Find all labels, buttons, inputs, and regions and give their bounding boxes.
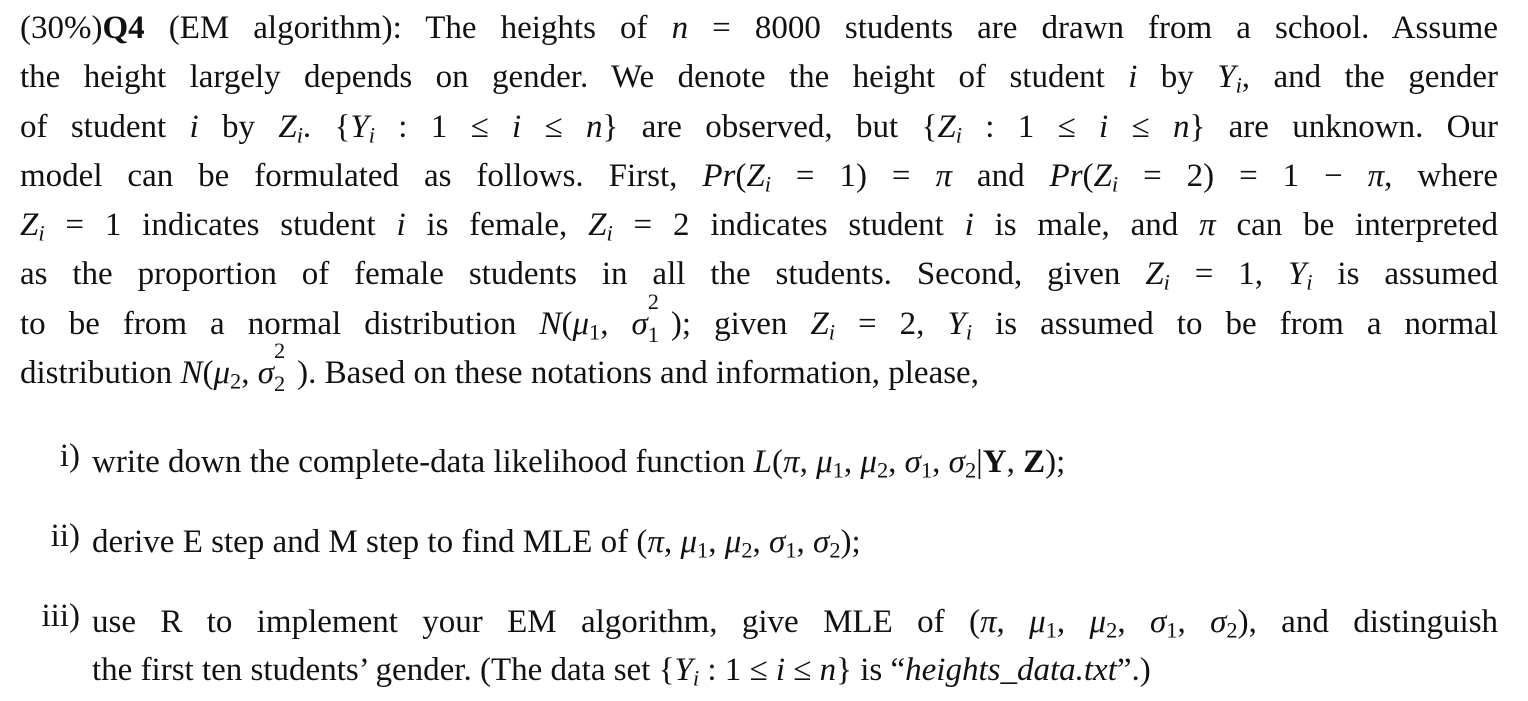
question-line-8: distribution $N(\mu_2$, σ 2 2 ). Based on these notations and information, please,	[20, 338, 979, 397]
subquestion-text: write down the complete-data likelihood function L(π, $\mu_1$, $\mu_2$, $\sigma_1$, $\sigma_2|Y$, Z);	[92, 444, 1066, 483]
question-line-7: to be from a normal distribution $N(\mu_1$, σ 2 1 ); given $Z_i = 2$, $Y_i$ is assumed to be from a normal	[20, 288, 1498, 347]
question-paragraph	[20, 4, 1498, 398]
question-line-4: model can be formulated as follows. First, $Pr(Z_i = 1) = \pi$ and $Pr(Z_i = 2) = 1 - \pi$, where	[20, 157, 1498, 197]
subquestion-text: derive E step and M step to find MLE of (π, $\mu_1$, $\mu_2$, $\sigma_1$, $\sigma_2$);	[92, 524, 861, 563]
question-line-3: of student i by $Z_i$. {$Y_i$ : 1 ≤ i ≤ n} are observed, but {$Z_i$ : 1 ≤ i ≤ n} are unknown. Our	[20, 108, 1498, 148]
question-line-6: as the proportion of female students in all the students. Second, given $Z_i = 1$, $Y_i$ is assumed	[20, 256, 1498, 296]
question-line-1: (30%)Q4 (EM algorithm): The heights of n = 8000 students are drawn from a school. Assume	[20, 10, 1498, 46]
question-line-5: $Z_i = 1$ indicates student i is female, $Z_i = 2$ indicates student i is male, and π can be interpreted	[20, 207, 1498, 246]
subquestion-marker: i)	[59, 438, 80, 474]
subquestion-text: use R to implement your EM algorithm, give MLE of (π, $\mu_1$, $\mu_2$, $\sigma_1$, $\sigma_2$), and distinguish the first ten students’ gender. (The data set {$Y_i$ : 1 ≤ i ≤ n} is “heights_data.txt”.)	[92, 604, 1499, 691]
subquestion-marker: ii)	[50, 518, 80, 554]
subquestion-marker: iii)	[41, 598, 80, 634]
question-line-2: the height largely depends on gender. We denote the height of student i by $Y_i$, and the gender	[20, 59, 1499, 98]
